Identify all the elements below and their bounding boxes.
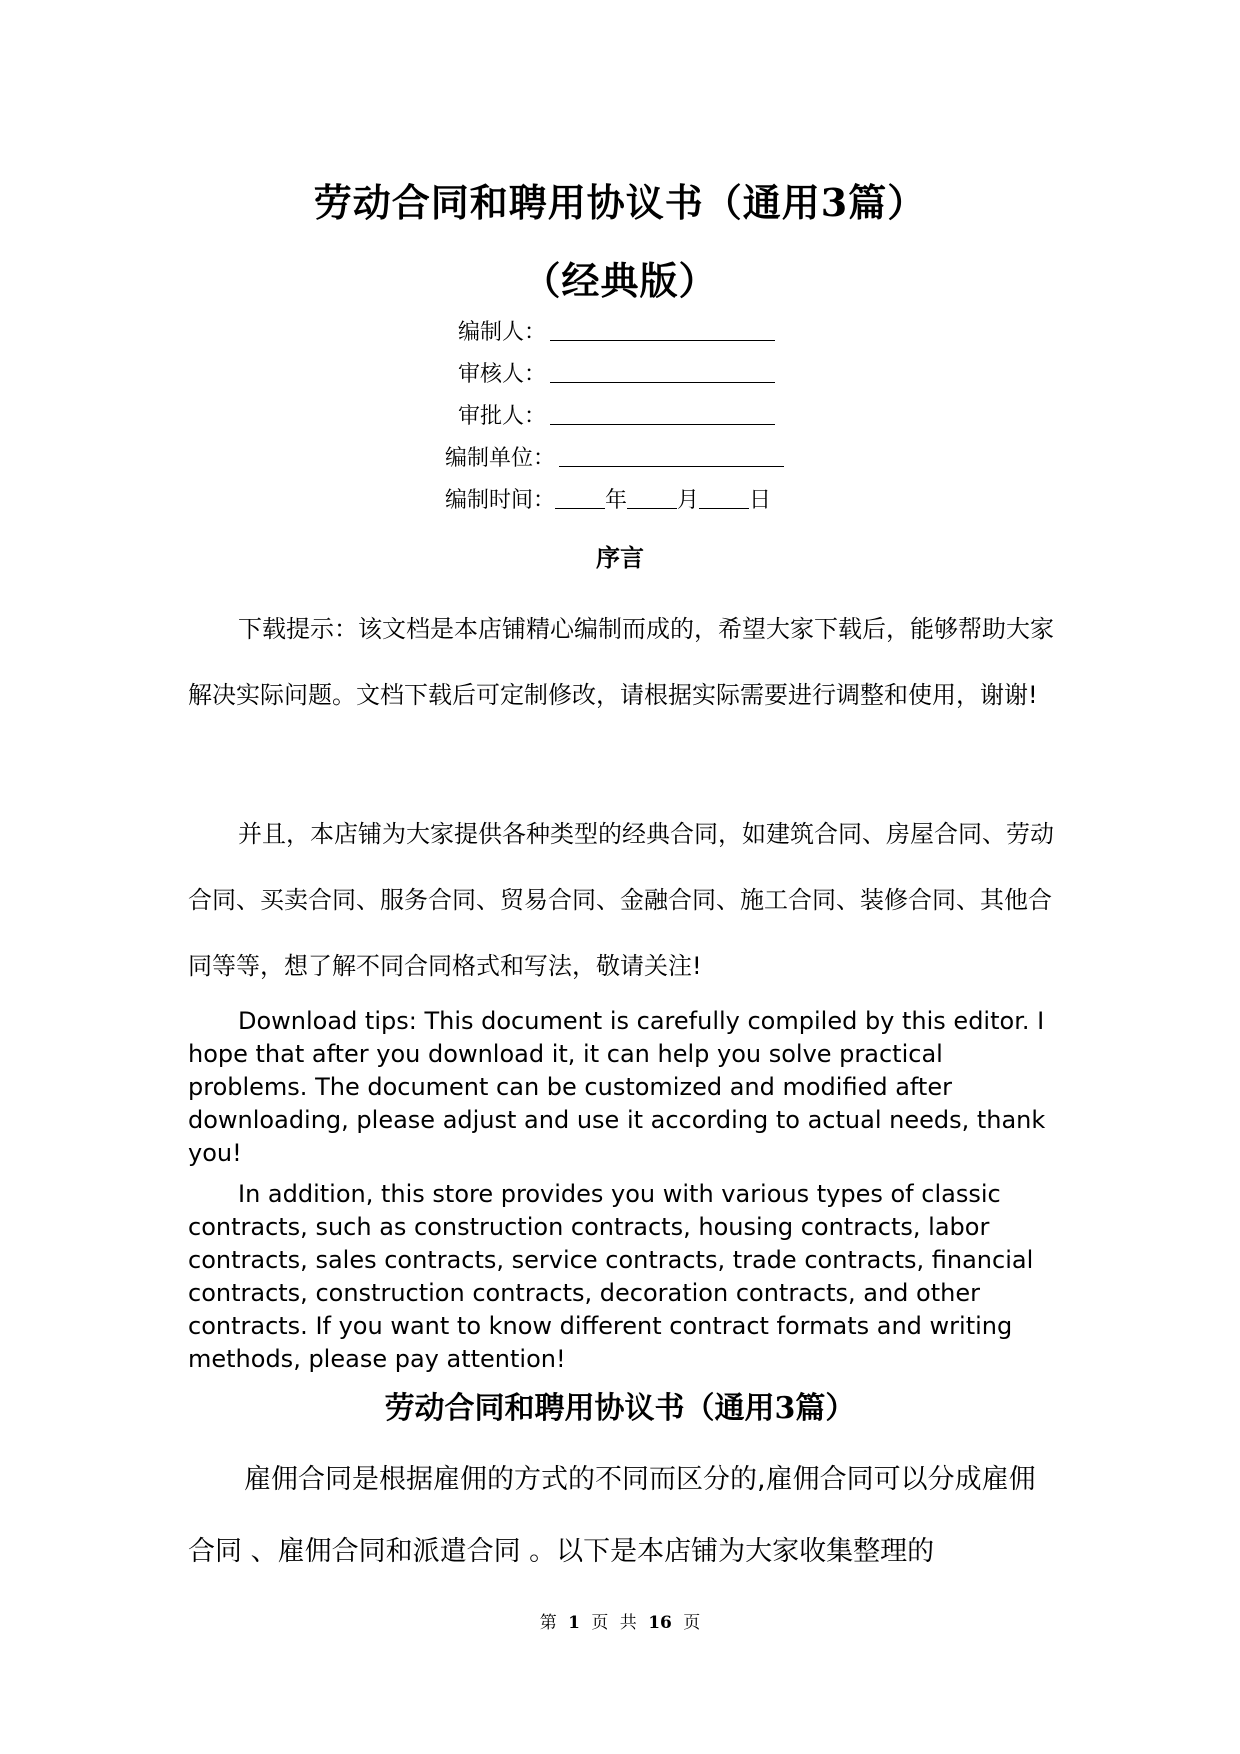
approver-row	[445, 396, 845, 438]
compiler-label: 编制人：	[458, 320, 547, 345]
time-row	[445, 480, 845, 522]
body-paragraph: 雇佣合同是根据雇佣的方式的不同而区分的,雇佣合同可以分成雇佣合同 、雇佣合同和派遣合同 。以下是本店铺为大家收集整理的	[188, 1464, 1036, 1567]
approver-blank-line	[550, 400, 775, 425]
document-subtitle: （经典版）	[522, 258, 718, 303]
day-blank-line	[699, 484, 749, 509]
document-meta-block	[445, 312, 845, 522]
section-title: 劳动合同和聘用协议书（通用3篇）	[384, 1391, 856, 1426]
footer-current-page: 1	[568, 1613, 580, 1633]
approver-label: 审批人：	[458, 404, 547, 429]
page-footer	[0, 1608, 1240, 1633]
preface-heading: 序言	[596, 544, 644, 572]
time-label: 编制时间：	[445, 488, 556, 513]
unit-blank-line	[559, 442, 784, 467]
reviewer-blank-line	[550, 358, 775, 383]
reviewer-row	[445, 354, 845, 396]
year-label: 年	[605, 488, 628, 513]
unit-row	[445, 438, 845, 480]
contract-types-en-paragraph: In addition, this store provides you with various types of classic contracts, such as construction contracts, housing contracts, labor contracts, sales contracts, service contracts, trade contracts, financial contracts, construction contracts, decoration contracts, and other contracts. If you want to know different contract formats and writing methods, please pay attention!	[188, 1180, 1034, 1373]
footer-prefix: 第	[539, 1613, 557, 1633]
day-label: 日	[749, 488, 772, 513]
download-tip-cn-paragraph: 下载提示：该文档是本店铺精心编制而成的，希望大家下载后，能够帮助大家解决实际问题。文档下载后可定制修改，请根据实际需要进行调整和使用，谢谢!	[188, 615, 1054, 709]
footer-middle: 页 共	[591, 1613, 637, 1633]
download-tip-en-paragraph: Download tips: This document is carefully compiled by this editor. I hope that after you download it, it can help you solve practical problems. The document can be customized and modified after downloading, please adjust and use it according to actual needs, thank you!	[188, 1007, 1046, 1167]
unit-label: 编制单位：	[445, 446, 556, 471]
footer-suffix: 页	[683, 1613, 701, 1633]
year-blank-line	[555, 484, 605, 509]
month-blank-line	[627, 484, 677, 509]
contract-types-cn-paragraph: 并且，本店铺为大家提供各种类型的经典合同，如建筑合同、房屋合同、劳动合同、买卖合同、服务合同、贸易合同、金融合同、施工合同、装修合同、其他合同等等，想了解不同合同格式和写法，敬请关注!	[188, 820, 1054, 980]
footer-total-pages: 16	[648, 1613, 672, 1633]
compiler-row	[445, 312, 845, 354]
reviewer-label: 审核人：	[458, 362, 547, 387]
month-label: 月	[677, 488, 700, 513]
document-title: 劳动合同和聘用协议书（通用3篇）	[313, 180, 927, 225]
compiler-blank-line	[550, 316, 775, 341]
